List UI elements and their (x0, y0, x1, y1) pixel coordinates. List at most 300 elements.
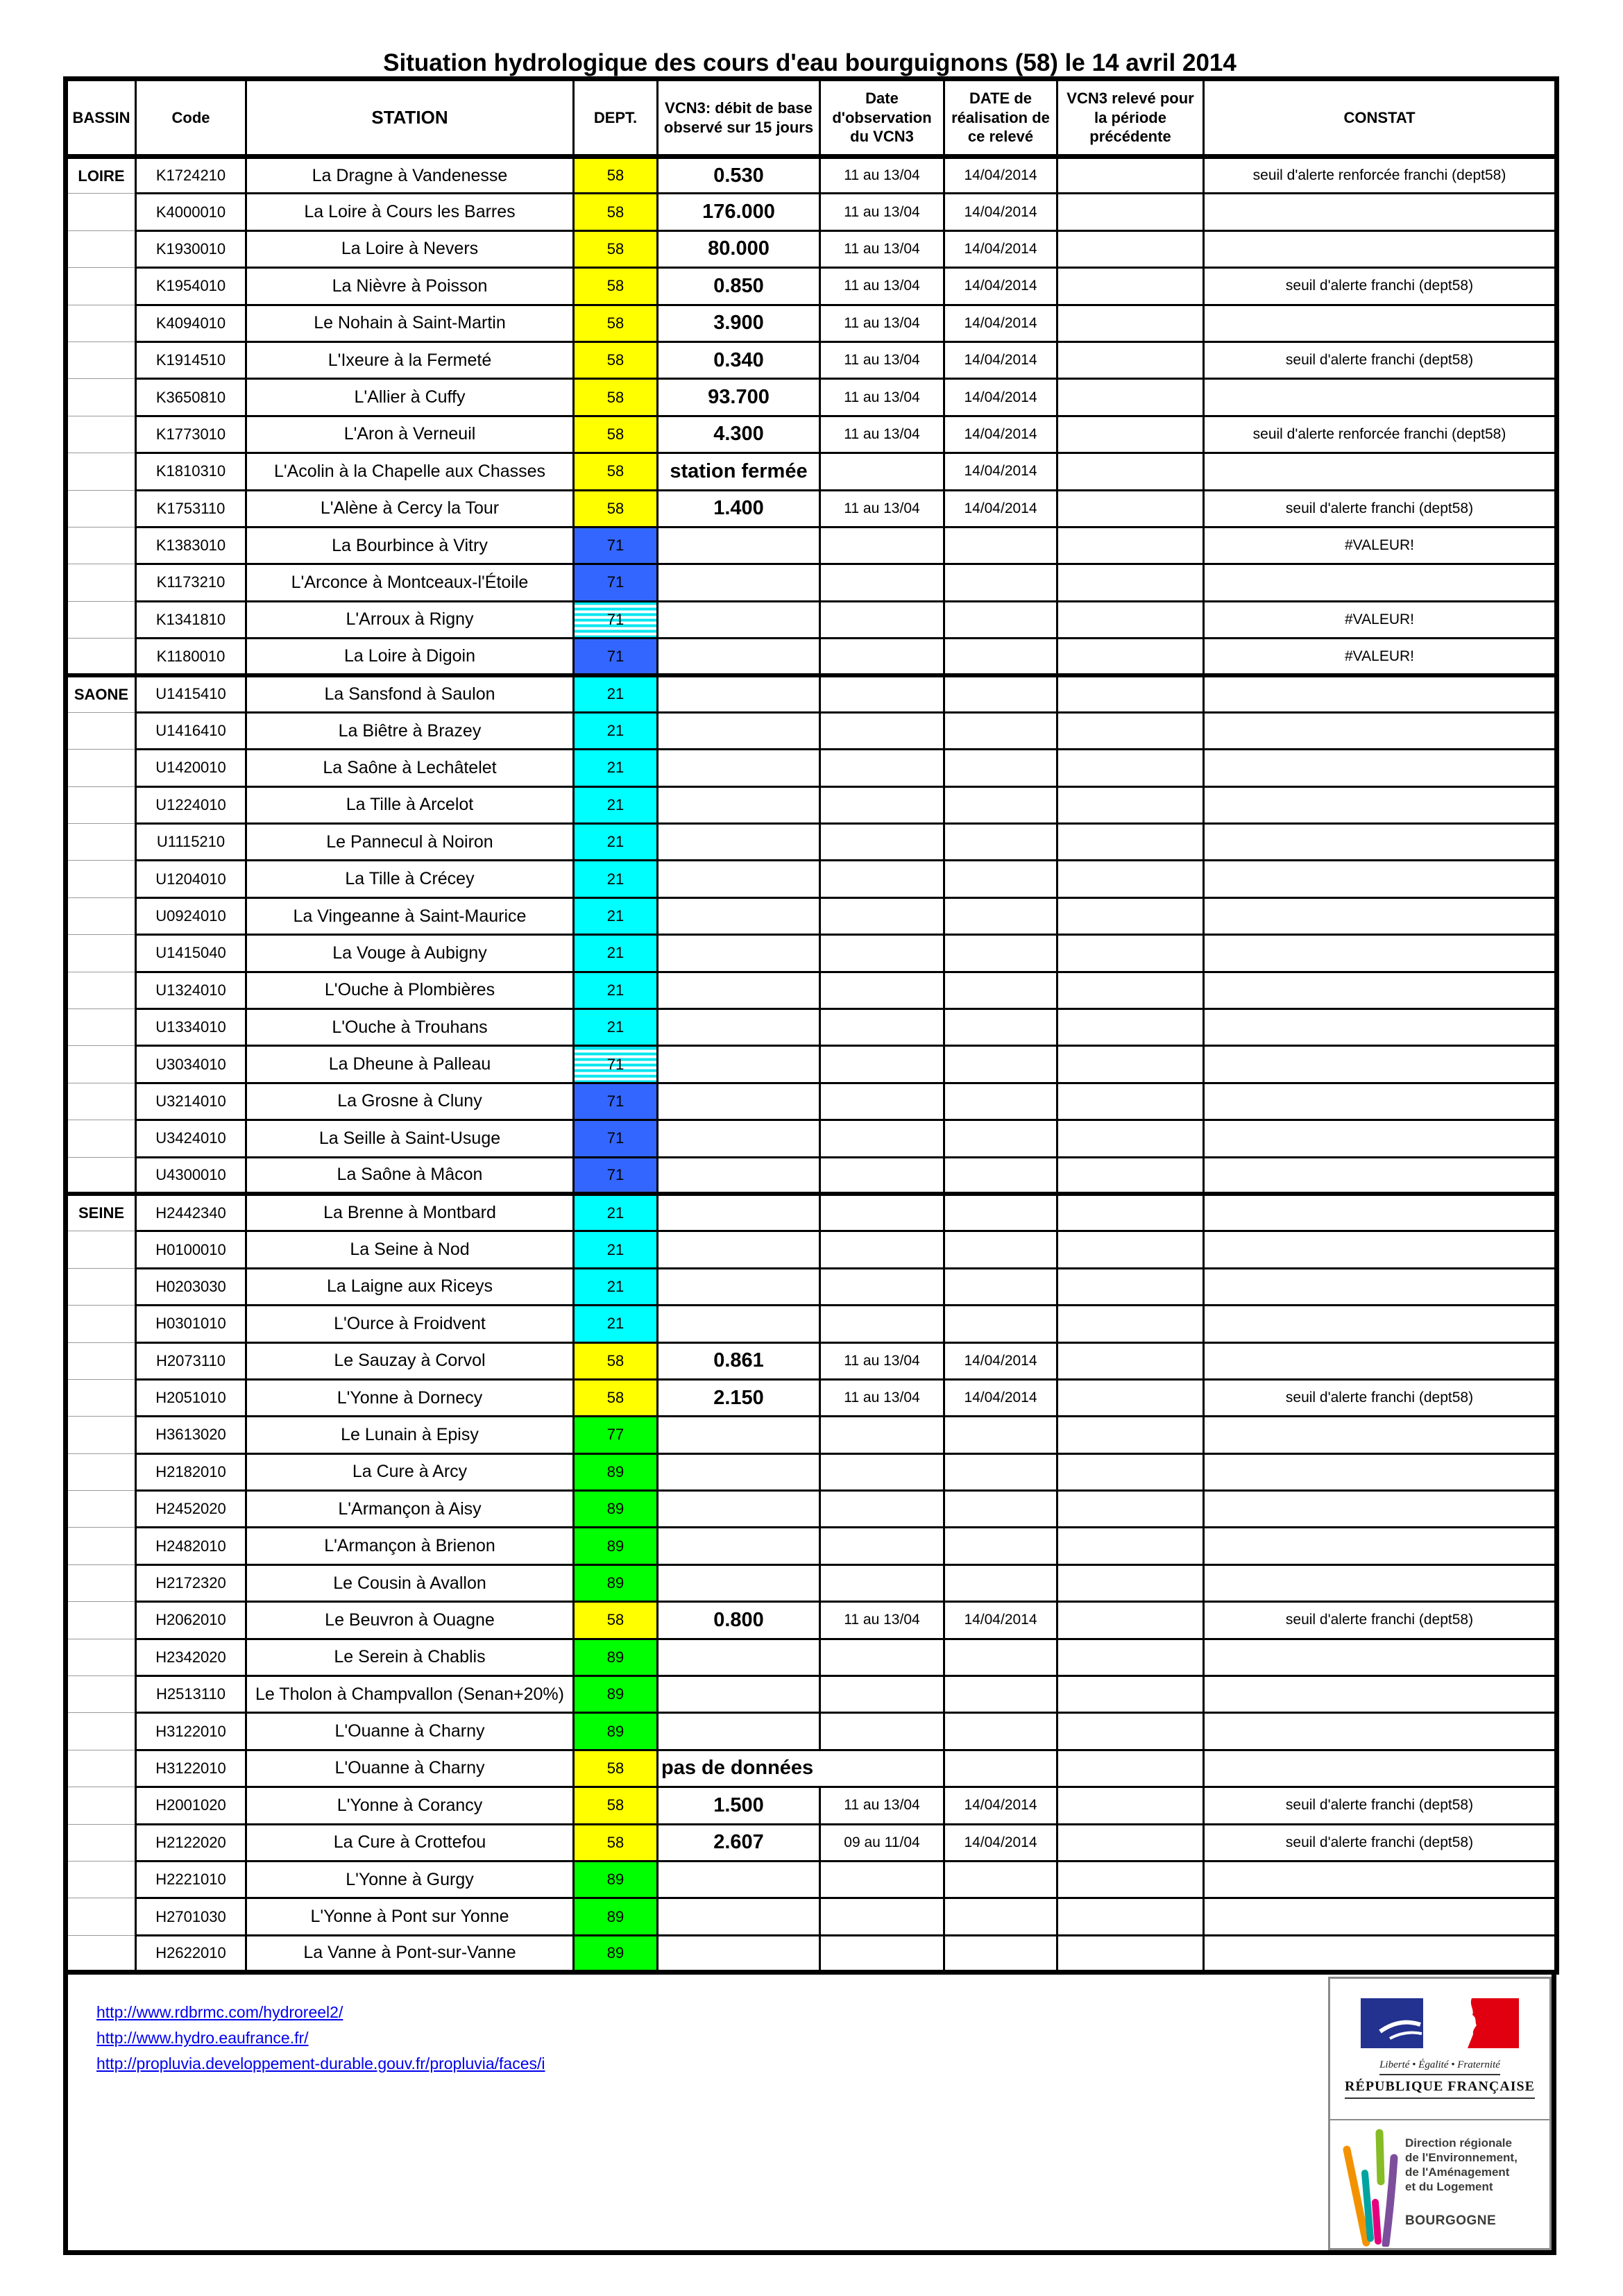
previous-vcn3 (1057, 1194, 1204, 1231)
observation-date (820, 527, 944, 564)
table-row (66, 1120, 1557, 1157)
table-row (66, 861, 1557, 897)
record-date (944, 1676, 1057, 1713)
dept-number: 71 (574, 1083, 658, 1120)
table-row (66, 1935, 1557, 1972)
observation-date (820, 897, 944, 934)
previous-vcn3 (1057, 1824, 1204, 1861)
previous-vcn3 (1057, 897, 1204, 934)
observation-date: 09 au 11/04 (820, 1824, 944, 1861)
station-code: U1415040 (136, 935, 246, 972)
table-row (66, 305, 1557, 341)
vcn3-value (658, 1935, 820, 1972)
col-header-code: Code (136, 79, 246, 157)
dept-number: 71 (574, 639, 658, 675)
constat-text (1204, 453, 1557, 490)
table-row (66, 490, 1557, 527)
dept-number: 71 (574, 1120, 658, 1157)
table-row (66, 564, 1557, 601)
record-date (944, 861, 1057, 897)
dept-number: 21 (574, 1306, 658, 1342)
observation-date (820, 1046, 944, 1083)
observation-date (820, 972, 944, 1008)
previous-vcn3 (1057, 972, 1204, 1008)
constat-text (1204, 861, 1557, 897)
basin-label (66, 1453, 136, 1490)
table-row (66, 268, 1557, 305)
vcn3-value (658, 1898, 820, 1935)
station-code: H0301010 (136, 1306, 246, 1342)
dept-number: 21 (574, 935, 658, 972)
dept-number: 71 (574, 527, 658, 564)
observation-date (820, 861, 944, 897)
record-date: 14/04/2014 (944, 341, 1057, 378)
previous-vcn3 (1057, 490, 1204, 527)
constat-text: seuil d'alerte franchi (dept58) (1204, 268, 1557, 305)
station-name: Le Cousin à Avallon (246, 1564, 574, 1601)
observation-date (820, 639, 944, 675)
station-code: U0924010 (136, 897, 246, 934)
basin-label (66, 1639, 136, 1675)
record-date (944, 1120, 1057, 1157)
basin-label (66, 1602, 136, 1639)
basin-label (66, 1750, 136, 1787)
vcn3-value (658, 1453, 820, 1490)
source-links (96, 2000, 545, 2077)
basin-label (66, 935, 136, 972)
previous-vcn3 (1057, 935, 1204, 972)
table-row (66, 712, 1557, 749)
station-name: La Vanne à Pont-sur-Vanne (246, 1935, 574, 1972)
dept-number: 89 (574, 1861, 658, 1898)
station-name: L'Ouche à Plombières (246, 972, 574, 1008)
vcn3-value: 0.861 (658, 1342, 820, 1379)
vcn3-value (658, 1491, 820, 1528)
dreal-name-line: Direction régionale (1405, 2136, 1512, 2150)
constat-text (1204, 824, 1557, 861)
basin-label (66, 1564, 136, 1601)
observation-date (820, 712, 944, 749)
station-name: L'Armançon à Aisy (246, 1491, 574, 1528)
constat-text (1204, 897, 1557, 934)
table-row (66, 1083, 1557, 1120)
observation-date: 11 au 13/04 (820, 305, 944, 341)
station-name: Le Serein à Chablis (246, 1639, 574, 1675)
station-name: La Saône à Lechâtelet (246, 750, 574, 786)
constat-text (1204, 305, 1557, 341)
previous-vcn3 (1057, 1453, 1204, 1490)
dept-number: 21 (574, 675, 658, 712)
previous-vcn3 (1057, 1491, 1204, 1528)
station-name: La Tille à Arcelot (246, 786, 574, 823)
basin-label (66, 1379, 136, 1416)
logo-box (1328, 1977, 1552, 2250)
hydrology-table (63, 76, 1559, 1975)
vcn3-value (658, 1046, 820, 1083)
constat-text (1204, 1194, 1557, 1231)
constat-text (1204, 1342, 1557, 1379)
station-code: K1341810 (136, 601, 246, 638)
table-row (66, 157, 1557, 194)
basin-label (66, 897, 136, 934)
table-row (66, 675, 1557, 712)
dept-number: 89 (574, 1676, 658, 1713)
record-date (944, 935, 1057, 972)
constat-text (1204, 1417, 1557, 1453)
record-date (944, 1268, 1057, 1305)
station-name: La Saône à Mâcon (246, 1157, 574, 1194)
vcn3-value (658, 1268, 820, 1305)
station-code: U1334010 (136, 1008, 246, 1045)
table-row (66, 1528, 1557, 1564)
table-row (66, 935, 1557, 972)
dept-number: 71 (574, 564, 658, 601)
link-hydroreel[interactable]: http://www.rdbrmc.com/hydroreel2/ (96, 2003, 343, 2021)
constat-text: seuil d'alerte franchi (dept58) (1204, 1602, 1557, 1639)
page-title: Situation hydrologique des cours d'eau bourguignons (58) le 14 avril 2014 (383, 49, 1237, 77)
dreal-name-line: de l'Aménagement (1405, 2166, 1510, 2179)
previous-vcn3 (1057, 1713, 1204, 1750)
station-code: H2073110 (136, 1342, 246, 1379)
station-name: L'Yonne à Pont sur Yonne (246, 1898, 574, 1935)
observation-date: 11 au 13/04 (820, 379, 944, 416)
station-name: La Laigne aux Riceys (246, 1268, 574, 1305)
vcn3-value: 3.900 (658, 305, 820, 341)
vcn3-value: 0.530 (658, 157, 820, 194)
station-name: La Vingeanne à Saint-Maurice (246, 897, 574, 934)
record-date: 14/04/2014 (944, 157, 1057, 194)
observation-date (820, 1564, 944, 1601)
record-date: 14/04/2014 (944, 1379, 1057, 1416)
vcn3-value (658, 1120, 820, 1157)
constat-text (1204, 1750, 1557, 1787)
vcn3-value (658, 897, 820, 934)
constat-text (1204, 675, 1557, 712)
station-code: U1324010 (136, 972, 246, 1008)
station-name: Le Sauzay à Corvol (246, 1342, 574, 1379)
vcn3-value (658, 1417, 820, 1453)
previous-vcn3 (1057, 379, 1204, 416)
record-date (944, 1935, 1057, 1972)
constat-text (1204, 1268, 1557, 1305)
dept-number: 58 (574, 1602, 658, 1639)
table-row (66, 416, 1557, 453)
dept-number: 58 (574, 379, 658, 416)
station-name: La Loire à Nevers (246, 230, 574, 267)
station-code: H0100010 (136, 1231, 246, 1268)
dept-number: 89 (574, 1639, 658, 1675)
observation-date (820, 1528, 944, 1564)
station-name: La Seille à Saint-Usuge (246, 1120, 574, 1157)
constat-text: #VALEUR! (1204, 527, 1557, 564)
constat-text (1204, 1306, 1557, 1342)
record-date: 14/04/2014 (944, 194, 1057, 230)
dept-number: 58 (574, 416, 658, 453)
record-date (944, 1306, 1057, 1342)
vcn3-value: 1.500 (658, 1787, 820, 1824)
vcn3-value: 93.700 (658, 379, 820, 416)
basin-label: LOIRE (66, 157, 136, 194)
basin-label (66, 1083, 136, 1120)
observation-date (820, 564, 944, 601)
vcn3-value (658, 1231, 820, 1268)
vcn3-value (658, 675, 820, 712)
table-row (66, 1639, 1557, 1675)
basin-label (66, 1861, 136, 1898)
observation-date: 11 au 13/04 (820, 268, 944, 305)
dreal-name-line: et du Logement (1405, 2180, 1493, 2193)
basin-label (66, 564, 136, 601)
record-date: 14/04/2014 (944, 1342, 1057, 1379)
previous-vcn3 (1057, 1379, 1204, 1416)
basin-label: SAONE (66, 675, 136, 712)
observation-date: 11 au 13/04 (820, 230, 944, 267)
previous-vcn3 (1057, 416, 1204, 453)
station-code: H3122010 (136, 1713, 246, 1750)
station-name: L'Ouche à Trouhans (246, 1008, 574, 1045)
station-name: L'Alène à Cercy la Tour (246, 490, 574, 527)
station-code: H2001020 (136, 1787, 246, 1824)
basin-label (66, 416, 136, 453)
vcn3-value (658, 1528, 820, 1564)
vcn3-value (658, 601, 820, 638)
observation-date: 11 au 13/04 (820, 1787, 944, 1824)
vcn3-value (658, 1083, 820, 1120)
station-name: La Dheune à Palleau (246, 1046, 574, 1083)
previous-vcn3 (1057, 564, 1204, 601)
vcn3-value (658, 639, 820, 675)
observation-date (820, 1639, 944, 1675)
record-date (944, 1528, 1057, 1564)
observation-date (820, 1083, 944, 1120)
dept-number: 58 (574, 230, 658, 267)
station-code: U3034010 (136, 1046, 246, 1083)
constat-text (1204, 1898, 1557, 1935)
dept-number: 58 (574, 1342, 658, 1379)
vcn3-value: 80.000 (658, 230, 820, 267)
basin-label (66, 194, 136, 230)
record-date (944, 1861, 1057, 1898)
previous-vcn3 (1057, 1046, 1204, 1083)
constat-text (1204, 564, 1557, 601)
station-name: L'Allier à Cuffy (246, 379, 574, 416)
dept-number: 58 (574, 1824, 658, 1861)
station-name: La Loire à Digoin (246, 639, 574, 675)
dreal-logo (1330, 2120, 1549, 2247)
basin-label: SEINE (66, 1194, 136, 1231)
dept-number: 77 (574, 1417, 658, 1453)
dept-number: 58 (574, 490, 658, 527)
previous-vcn3 (1057, 1008, 1204, 1045)
station-code: H3122010 (136, 1750, 246, 1787)
footer-area (63, 1975, 1556, 2255)
col-header-station: STATION (246, 79, 574, 157)
dept-number: 58 (574, 1750, 658, 1787)
station-name: Le Lunain à Episy (246, 1417, 574, 1453)
constat-text: seuil d'alerte renforcée franchi (dept58) (1204, 157, 1557, 194)
dreal-name-line: de l'Environnement, (1405, 2151, 1518, 2164)
station-name: La Cure à Arcy (246, 1453, 574, 1490)
station-code: H3613020 (136, 1417, 246, 1453)
constat-text: seuil d'alerte renforcée franchi (dept58) (1204, 416, 1557, 453)
constat-text (1204, 1564, 1557, 1601)
dept-number: 21 (574, 897, 658, 934)
basin-label (66, 1676, 136, 1713)
table-row (66, 1417, 1557, 1453)
dept-number: 58 (574, 305, 658, 341)
previous-vcn3 (1057, 1898, 1204, 1935)
vcn3-value (658, 1639, 820, 1675)
constat-text (1204, 935, 1557, 972)
record-date (944, 1194, 1057, 1231)
table-row (66, 527, 1557, 564)
table-row (66, 1564, 1557, 1601)
table-row (66, 1046, 1557, 1083)
vcn3-value: 2.150 (658, 1379, 820, 1416)
constat-text (1204, 1046, 1557, 1083)
previous-vcn3 (1057, 1120, 1204, 1157)
observation-date: 11 au 13/04 (820, 157, 944, 194)
vcn3-value (658, 712, 820, 749)
station-name: L'Arroux à Rigny (246, 601, 574, 638)
record-date (944, 675, 1057, 712)
dept-number: 21 (574, 824, 658, 861)
constat-text (1204, 1453, 1557, 1490)
table-row (66, 1787, 1557, 1824)
basin-label (66, 972, 136, 1008)
station-name: L'Yonne à Corancy (246, 1787, 574, 1824)
table-row (66, 824, 1557, 861)
previous-vcn3 (1057, 1306, 1204, 1342)
station-code: U1115210 (136, 824, 246, 861)
vcn3-value (658, 1676, 820, 1713)
station-code: K4000010 (136, 194, 246, 230)
station-name: Le Tholon à Champvallon (Senan+20%) (246, 1676, 574, 1713)
record-date: 14/04/2014 (944, 453, 1057, 490)
record-date: 14/04/2014 (944, 416, 1057, 453)
table-row (66, 341, 1557, 378)
dept-number: 21 (574, 712, 658, 749)
basin-label (66, 379, 136, 416)
basin-label (66, 453, 136, 490)
station-name: La Bourbince à Vitry (246, 527, 574, 564)
basin-label (66, 1713, 136, 1750)
record-date (944, 527, 1057, 564)
basin-label (66, 750, 136, 786)
link-propluvia[interactable]: http://propluvia.developpement-durable.gouv.fr/propluvia/faces/i (96, 2054, 545, 2073)
vcn3-value: station fermée (658, 453, 820, 490)
table-row (66, 1713, 1557, 1750)
link-hydro-eaufrance[interactable]: http://www.hydro.eaufrance.fr/ (96, 2029, 309, 2047)
station-code: K1810310 (136, 453, 246, 490)
basin-label (66, 230, 136, 267)
observation-date: 11 au 13/04 (820, 194, 944, 230)
dept-number: 89 (574, 1453, 658, 1490)
record-date (944, 972, 1057, 1008)
record-date (944, 1639, 1057, 1675)
record-date (944, 1564, 1057, 1601)
observation-date: 11 au 13/04 (820, 1602, 944, 1639)
station-code: K1914510 (136, 341, 246, 378)
observation-date (820, 1417, 944, 1453)
constat-text (1204, 1676, 1557, 1713)
station-code: H2122020 (136, 1824, 246, 1861)
dept-number: 21 (574, 861, 658, 897)
constat-text (1204, 1120, 1557, 1157)
station-code: U1416410 (136, 712, 246, 749)
record-date (944, 1008, 1057, 1045)
table-row (66, 1491, 1557, 1528)
republique-francaise-logo (1330, 1979, 1549, 2120)
table-row (66, 1231, 1557, 1268)
constat-text (1204, 194, 1557, 230)
record-date (944, 1750, 1057, 1787)
dept-number: 89 (574, 1935, 658, 1972)
vcn3-value: 0.850 (658, 268, 820, 305)
constat-text (1204, 1491, 1557, 1528)
table-row (66, 1861, 1557, 1898)
constat-text (1204, 1713, 1557, 1750)
table-row (66, 1306, 1557, 1342)
station-code: K3650810 (136, 379, 246, 416)
constat-text: seuil d'alerte franchi (dept58) (1204, 1787, 1557, 1824)
table-row (66, 1602, 1557, 1639)
station-code: U1420010 (136, 750, 246, 786)
previous-vcn3 (1057, 1564, 1204, 1601)
station-name: L'Yonne à Gurgy (246, 1861, 574, 1898)
dept-number: 21 (574, 750, 658, 786)
station-name: Le Pannecul à Noiron (246, 824, 574, 861)
rf-name: RÉPUBLIQUE FRANÇAISE (1345, 2079, 1535, 2099)
basin-label (66, 490, 136, 527)
basin-label (66, 1120, 136, 1157)
basin-label (66, 1268, 136, 1305)
station-code: U3214010 (136, 1083, 246, 1120)
observation-date (820, 1935, 944, 1972)
station-code: U4300010 (136, 1157, 246, 1194)
constat-text (1204, 1008, 1557, 1045)
observation-date: 11 au 13/04 (820, 416, 944, 453)
vcn3-value (658, 1008, 820, 1045)
record-date (944, 639, 1057, 675)
dept-number: 21 (574, 1008, 658, 1045)
record-date (944, 1417, 1057, 1453)
record-date: 14/04/2014 (944, 1824, 1057, 1861)
previous-vcn3 (1057, 1861, 1204, 1898)
station-name: L'Ource à Froidvent (246, 1306, 574, 1342)
station-code: H0203030 (136, 1268, 246, 1305)
previous-vcn3 (1057, 1417, 1204, 1453)
dept-number: 71 (574, 1157, 658, 1194)
vcn3-value (658, 861, 820, 897)
record-date: 14/04/2014 (944, 490, 1057, 527)
observation-date (820, 786, 944, 823)
previous-vcn3 (1057, 453, 1204, 490)
previous-vcn3 (1057, 750, 1204, 786)
station-name: L'Ixeure à la Fermeté (246, 341, 574, 378)
dept-number: 58 (574, 157, 658, 194)
station-name: La Cure à Crottefou (246, 1824, 574, 1861)
station-code: H2182010 (136, 1453, 246, 1490)
previous-vcn3 (1057, 1268, 1204, 1305)
dept-number: 58 (574, 341, 658, 378)
station-name: L'Ouanne à Charny (246, 1750, 574, 1787)
table-row (66, 1008, 1557, 1045)
col-header-vcn3: VCN3: débit de base observé sur 15 jours (658, 79, 820, 157)
record-date: 14/04/2014 (944, 1602, 1057, 1639)
record-date (944, 1157, 1057, 1194)
observation-date (820, 1861, 944, 1898)
